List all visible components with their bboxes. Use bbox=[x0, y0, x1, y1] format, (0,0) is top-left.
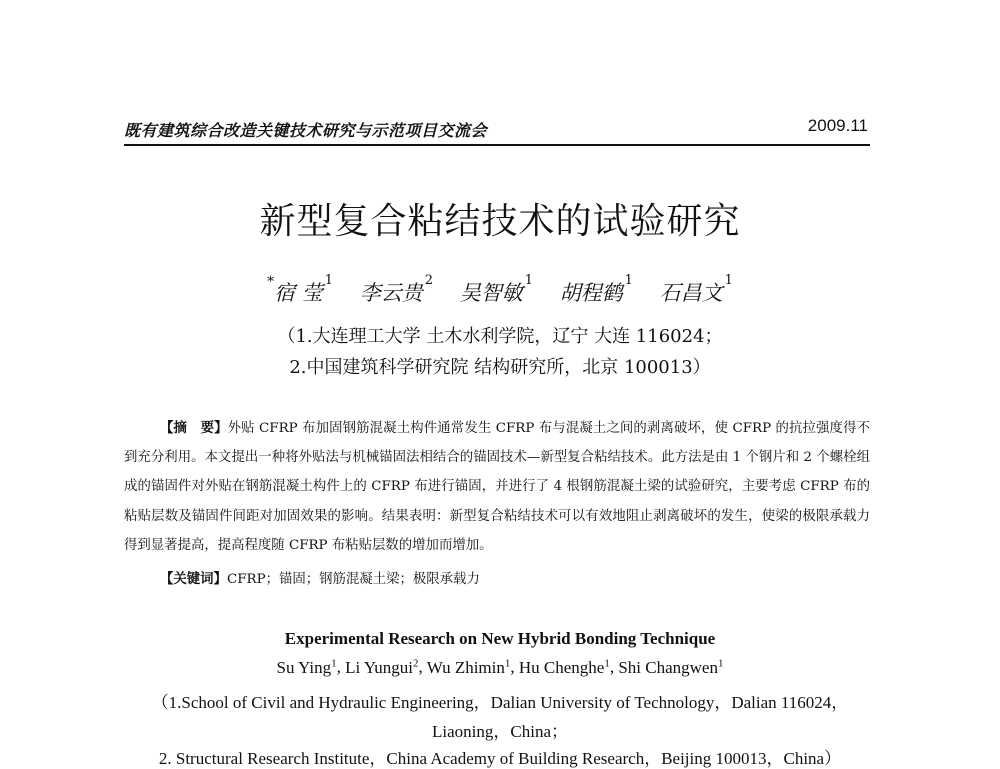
english-affiliation-line-2: Liaoning，China； bbox=[432, 722, 568, 741]
english-affiliation-line-3: 2. Structural Research Institute，China Academy of Building Research，Beijing 100013，China） bbox=[158, 749, 842, 768]
english-author-list: Su Ying$^1$, Li Yungui$^2$, Wu Zhimin$^1$, Hu Chenghe$^1$, Shi Changwen$^1$ bbox=[276, 657, 724, 677]
english-author: Shi Changwen$^1$ bbox=[618, 657, 724, 677]
author bbox=[359, 273, 434, 305]
author-name: 石昌文 bbox=[659, 281, 723, 305]
english-author: Hu Chenghe$^1$ bbox=[518, 657, 610, 677]
keywords bbox=[160, 569, 480, 590]
author-name: 李云贵 bbox=[359, 281, 423, 305]
header-date: 2009.11 bbox=[807, 116, 868, 135]
abstract-label: 【摘 要】 bbox=[160, 420, 228, 436]
author-list bbox=[0, 273, 1000, 307]
english-title: Experimental Research on New Hybrid Bonding Technique bbox=[284, 629, 716, 648]
english-author: Li Yungui$^2$ bbox=[345, 657, 419, 677]
affiliation-index: 1 bbox=[724, 273, 733, 288]
abstract-text: 外贴 CFRP 布加固钢筋混凝土构件通常发生 CFRP 布与混凝土之间的剥离破坏，使 CFRP 的抗拉强度得不到充分利用。本文提出一种将外贴法与机械锚固法相结合的锚固技术—新型复合粘结技术。此方法是由 1 个钢片和 2 个螺栓组成的锚固件对外贴在钢筋混凝土构件上的 CFRP 布进行锚固，并进行了 4 根钢筋混凝土梁的试验研究，主要考虑 CFRP 布的粘贴层数及锚固件间距对加固效果的影响。结果表明：新型复合粘结技术可以有效地阻止剥离破坏的发生，使梁的极限承载力得到显著提高，提高程度随 CFRP 布粘贴层数的增加而增加。 bbox=[124, 421, 871, 553]
running-header bbox=[124, 112, 870, 146]
author bbox=[267, 273, 334, 305]
abstract bbox=[124, 414, 870, 560]
author-name: 宿 莹 bbox=[274, 281, 323, 305]
corresponding-mark: * bbox=[267, 274, 275, 290]
affiliation-index: 1 bbox=[524, 273, 533, 288]
author-name: 吴智敏 bbox=[459, 281, 523, 305]
paper-title: 新型复合粘结技术的试验研究 bbox=[259, 201, 741, 242]
keywords-text: CFRP；锚固；钢筋混凝土梁；极限承载力 bbox=[226, 572, 480, 587]
keywords-label: 【关键词】 bbox=[160, 571, 227, 587]
author bbox=[559, 273, 633, 305]
english-affiliation-line-1: （1.School of Civil and Hydraulic Engineering，Dalian University of Technology，Dalian 116024， bbox=[151, 693, 849, 712]
english-author: Su Ying$^1$ bbox=[276, 657, 337, 677]
author bbox=[459, 273, 533, 305]
english-author: Wu Zhimin$^1$ bbox=[426, 657, 511, 677]
author bbox=[659, 273, 733, 305]
affiliation-index: 1 bbox=[624, 273, 633, 288]
conference-name: 既有建筑综合改造关键技术研究与示范项目交流会 bbox=[124, 121, 488, 140]
affiliation-index: 2 bbox=[424, 273, 434, 288]
affiliation-line-1: （1.大连理工大学 土木水利学院，辽宁 大连 116024； bbox=[277, 326, 723, 347]
author-name: 胡程鹤 bbox=[559, 281, 623, 305]
affiliation-index: 1 bbox=[324, 273, 334, 288]
affiliation-line-2: 2.中国建筑科学研究院 结构研究所，北京 100013） bbox=[289, 357, 711, 378]
